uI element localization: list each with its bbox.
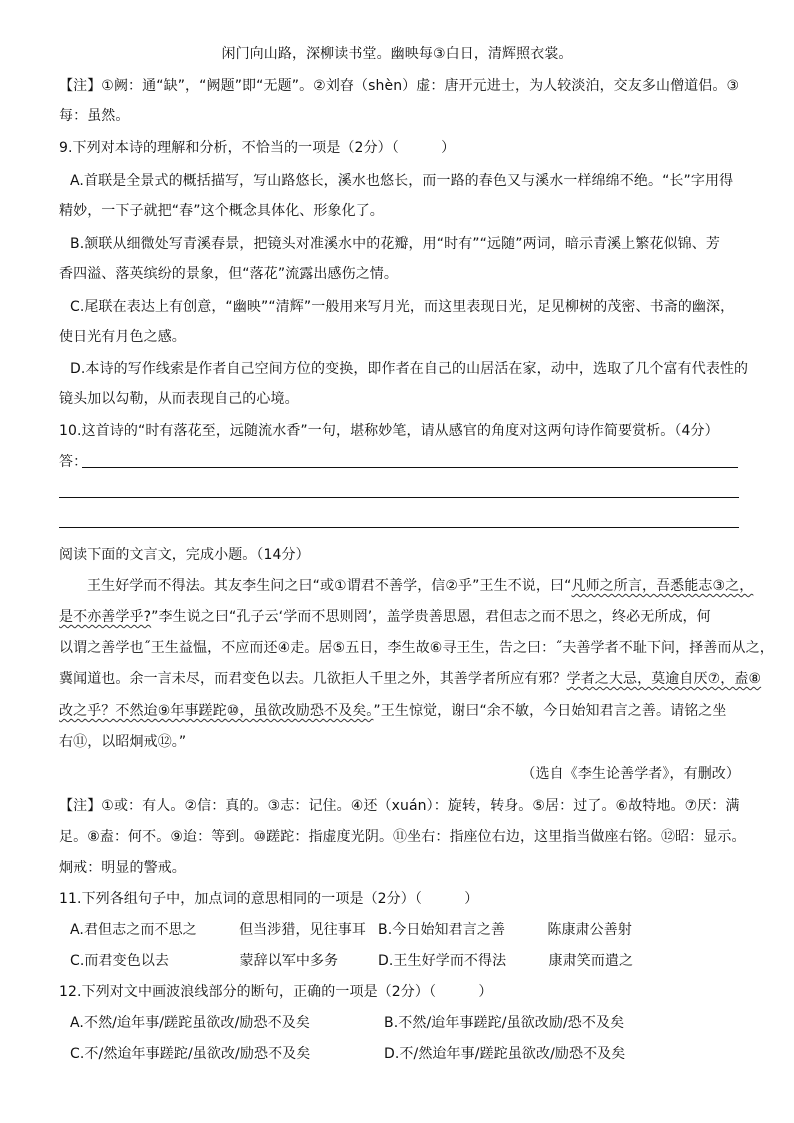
q11-option-b: B.今日始知君言之善 陈康肃公善射 (378, 922, 632, 938)
q11-option-d: D.王生好学而不得法 康肃笑而遣之 (378, 953, 634, 969)
q12-option-a: A.不然/迨年事/蹉跎虽欲改/励恐不及矣 (70, 1015, 310, 1031)
passage-text: ”李生说之曰“孔子云‘学而不思则罔’，盖学贵善思恩，君但志之而不思之，终必无所成，何 (151, 609, 711, 625)
reading-intro: 阅读下面的文言文，完成小题。（14分） (59, 547, 310, 563)
q9-option-c-line-1: C.尾联在表达上有创意，“幽映”“清辉”一般用来写月光，而这里表现日光，足见柳树的茂密、书斋的幽深， (70, 299, 735, 315)
passage-line-4 (59, 669, 762, 689)
passage-text: 冀闻道也。余一言未尽，而君变色以去。几欲拒人千里之外，其善学者所应有邪？ (59, 671, 567, 687)
passage-line-5 (59, 701, 739, 721)
answer-line-1[interactable] (82, 467, 738, 468)
q9-option-b-line-1: B.颔联从细微处写青溪春景，把镜头对准溪水中的花瓣，用“时有”“远随”两词，暗示青溪上繁花似锦、芳 (70, 236, 720, 252)
answer-line-3[interactable] (59, 527, 739, 528)
wavy-underlined-text: 是不亦善学乎? (59, 609, 152, 625)
passage-line-1 (87, 576, 767, 596)
passage-line-6: 右⑪，以昭炯戒⑫。” (59, 734, 187, 750)
q12-option-c: C.不/然迨年事蹉跎/虽欲改/励恐不及矣 (70, 1046, 311, 1062)
passage-note-line-3: 炯戒：明显的警戒。 (59, 860, 186, 876)
q9-option-a-line-2: 精妙，一下子就把“春”这个概念具体化、形象化了。 (59, 203, 384, 219)
q11-stem: 11.下列各组句子中，加点词的意思相同的一项是（2分）（ ） (59, 891, 479, 907)
q9-option-d-line-2: 镜头加以勾勒，从而表现自己的心境。 (59, 391, 299, 407)
wavy-underlined-text: 凡师之所言，吾悉能志③之， (571, 578, 754, 594)
wavy-underlined-text: 学者之大忌，莫逾自厌⑦，盍⑧ (566, 671, 762, 687)
passage-note-line-1: 【注】①或：有人。②信：真的。③志：记住。④还（xuán）：旋转，转身。⑤居：过了。⑥故特地。⑦厌：满 (59, 798, 740, 814)
answer-line-2[interactable] (59, 497, 739, 498)
q11-option-c: C.而君变色以去 蒙辞以军中多务 (70, 953, 339, 969)
poem-line: 闲门向山路，深柳读书堂。幽映每③白日，清辉照衣裳。 (221, 46, 573, 62)
q9-option-c-line-2: 使日光有月色之感。 (59, 329, 186, 345)
poem-note-line-2: 每：虽然。 (59, 108, 130, 124)
passage-line-3: 以谓之善学也˝王生益愠，不应而还④走。居⑤五日，李生故⑥寻王生，告之曰：˝夫善学者不耻下问，择善而从之， (59, 640, 774, 656)
q10-answer-label: 答： (59, 454, 88, 470)
q11-option-a: A.君但志之而不思之 但当涉猎，见往事耳 (70, 922, 366, 938)
passage-text: ”王生惊觉，谢曰“余不敏，今日始知君言之善。请铭之坐 (373, 703, 727, 719)
q12-option-d: D.不/然迨年事/蹉跎虽欲改/励恐不及矣 (384, 1046, 626, 1062)
q12-stem: 12.下列对文中画波浪线部分的断句，正确的一项是（2分）（ ） (59, 984, 493, 1000)
q10-stem: 10.这首诗的“时有落花至，远随流水香”一句，堪称妙笔，请从感官的角度对这两句诗作简要赏析。（4分） (59, 423, 719, 439)
q9-option-b-line-2: 香四溢、落英缤纷的景象，但“落花”流露出感伤之情。 (59, 266, 399, 282)
passage-line-2 (59, 607, 739, 627)
q9-option-a-line-1: A.首联是全景式的概括描写，写山路悠长，溪水也悠长，而一路的春色又与溪水一样绵绵不绝。“长”字用得 (70, 173, 734, 189)
q9-stem: 9.下列对本诗的理解和分析，不恰当的一项是（2分）（ ） (59, 140, 456, 156)
passage-text: 王生好学而不得法。其友李生问之曰“或①谓君不善学，信②乎”王生不说，曰“ (87, 578, 572, 594)
passage-note-line-2: 足。⑧盍：何不。⑨迨：等到。⑩蹉跎：指虚度光阴。⑪坐右：指座位右边，这里指当做座右铭。⑫昭：显示。 (59, 829, 746, 845)
poem-note-line-1: 【注】①阙：通“缺”，“阙题”即“无题”。②刘昚（shèn）虚：唐开元进士，为人较淡泊，交友多山僧道侣。③ (59, 78, 740, 94)
passage-source: （选自《李生论善学者》，有删改） (521, 766, 740, 782)
q9-option-d-line-1: D.本诗的写作线索是作者自己空间方位的变换，即作者在自己的山居活在家，动中，选取了几个富有代表性的 (70, 361, 749, 377)
wavy-underlined-text: 改之乎？不然迨⑨年事蹉跎⑩，虽欲改励恐不及矣。 (59, 703, 374, 719)
q12-option-b: B.不然/迨年事蹉跎/虽欲改励/恐不及矣 (384, 1015, 625, 1031)
